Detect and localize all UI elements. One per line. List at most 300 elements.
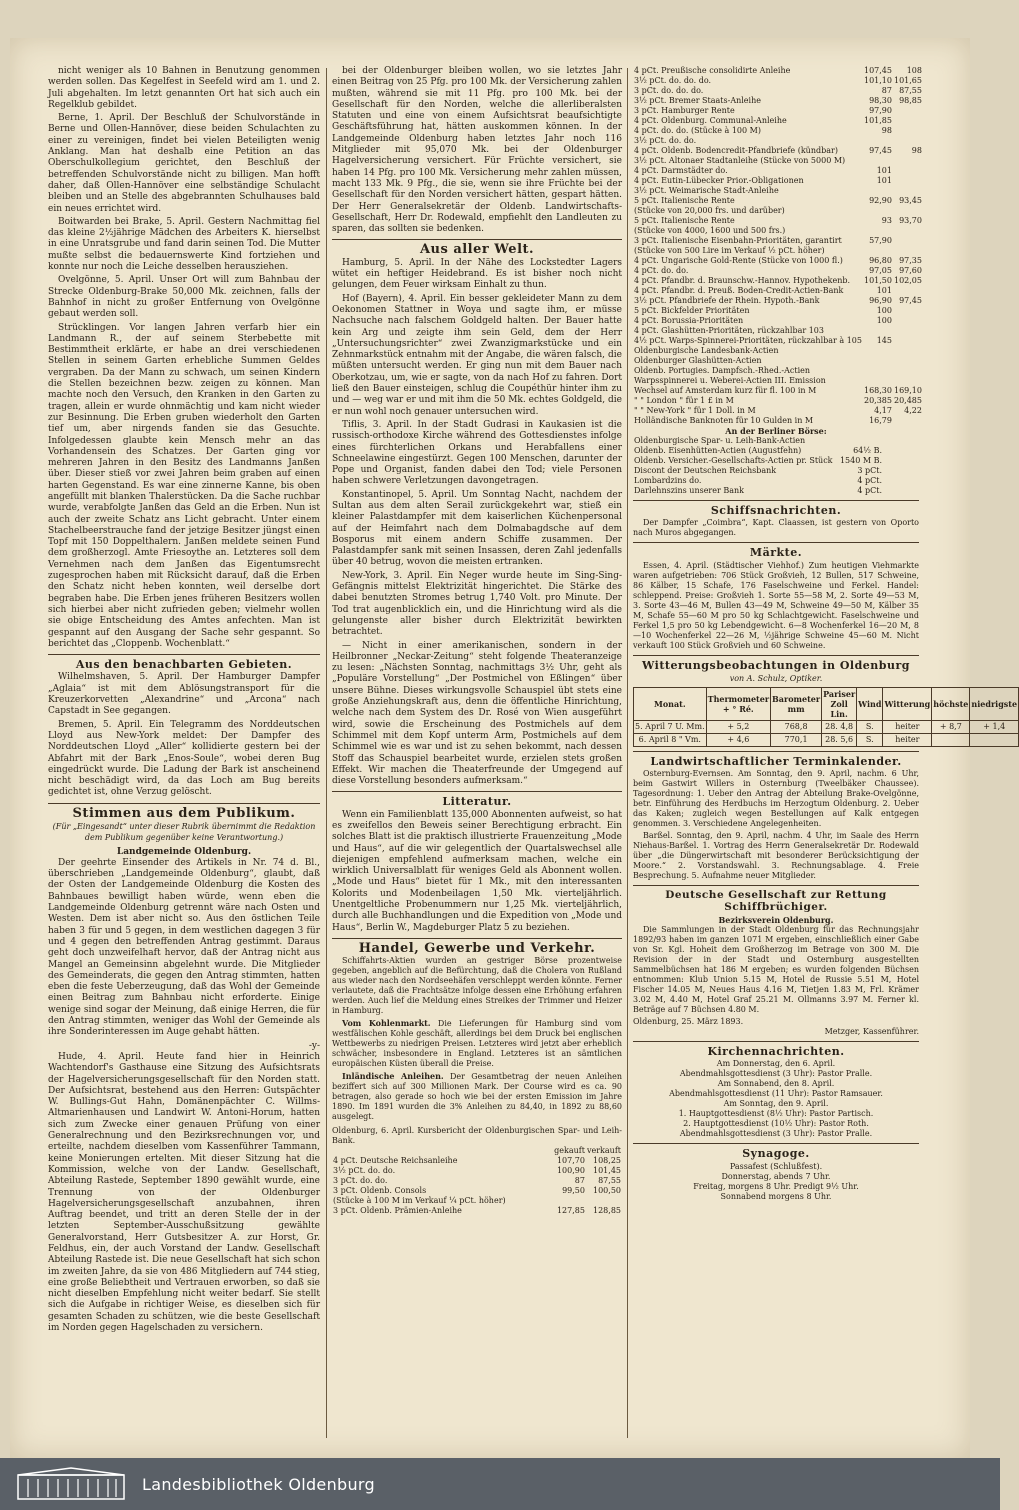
table-header: gekauft [554,1146,585,1156]
kursbericht-heading: Oldenburg, 6. April. Kursbericht der Oldenburgischen Spar- und Leih-Bank. [332,1126,622,1146]
table-row [633,156,923,166]
list-item: 2. Hauptgottesdienst (10½ Uhr): Pastor Roth. [683,1119,869,1129]
table-row [633,236,923,246]
table-cell: 128,85 [593,1206,621,1216]
table-cell: 101,50 [863,276,892,285]
table-cell [822,734,857,747]
table-cell [863,226,893,236]
table-row [332,1176,622,1186]
table-cell: 4 pCt. Pfandbr. d. Preuß. Boden-Credit-Actien-Bank [634,286,844,295]
table-cell [970,721,1019,734]
table-cell: Oldenburger Glashütten-Actien [634,356,762,365]
table-cell [863,246,893,256]
table-cell [706,734,770,747]
list-item: 1. Hauptgottesdienst (8½ Uhr): Pastor Partisch. [678,1109,874,1119]
kursbericht-table [332,1146,622,1216]
list-item: Sonnabend morgens 8 Uhr. [720,1191,832,1201]
table-row [633,306,923,316]
table-cell: 3½ pCt. Bremer Staats-Anleihe [634,96,761,105]
column-divider [326,68,327,1438]
table-row [633,286,923,296]
table-cell [883,486,919,496]
list-item: Donnerstag, abends 7 Uhr. [721,1171,831,1181]
table-cell [883,446,919,456]
table-cell: Oldenb. Versicher.-Gesellschafts-Actien pr. Stück [634,456,833,465]
paragraph [332,1018,622,1069]
table-row [633,486,919,496]
table-cell: 96,90 [869,296,892,305]
table-cell: 100,50 [593,1186,621,1196]
table-row [633,126,923,136]
table-row [633,176,923,186]
table-cell: 4 pCt. [857,476,882,485]
table-cell: 4 pCt. Eutin-Lübecker Prior.-Obligationen [634,176,804,185]
table-row [332,1206,622,1216]
table-header: Pariser Zoll Lin. [823,689,856,720]
table-cell [893,336,923,346]
cell-text: + 8,7 [939,722,962,732]
table-cell: 97,90 [869,106,892,115]
section-heading: Handel, Gewerbe und Verkehr. [358,940,596,956]
table-row [332,1196,622,1206]
cell-text: 6. April [638,735,669,745]
table-cell: 100 [876,306,892,315]
table-cell: 96,80 [869,256,892,265]
paragraph: Tiflis, 3. April. In der Stadt Gudrasi in Kaukasien ist die russisch-orthodoxe Kirche während des Gottesdienstes infolge eines fürchterlichen Orkans und Herabfallens einer Schneelawine eingestürzt. Gegen 100 Menschen, darunter der Pope und Organist, fanden dabei den Tod; viele Personen haben schwere Verletzungen davongetragen. [332,419,622,487]
table-row [633,416,923,426]
article-title: Vom Kohlenmarkt. [342,1018,431,1029]
paragraph: Boitwarden bei Brake, 5. April. Gestern Nachmittag fiel das kleine 2½jährige Mädchen des Arbeiters K. hierselbst in eine Unratsgrube und fand darin seinen Tod. Die Mutter mußte selbst die bedauernswerte Kind fortziehen und konnte nur noch die Leiche desselben herausziehen. [48,216,320,273]
section-subheading: Bezirksverein Oldenburg. [718,915,834,926]
table-cell: (Stücke von 4000, 1600 und 500 frs.) [634,226,786,235]
table-cell: 4,17 [874,406,892,415]
table-cell [893,226,923,236]
table-cell: 4 pCt. Glashütten-Prioritäten, rückzahlbar 103 [634,326,824,335]
cell-text: 5. April [635,722,666,732]
table-cell [893,356,923,366]
signature: -y- [308,1040,320,1051]
column-3 [633,66,1018,1446]
section-heading: Stimmen aus dem Publikum. [72,805,296,821]
table-cell: 4,22 [904,406,922,415]
table-cell: 3 pCt. Oldenb. Prämien-Anleihe [333,1206,462,1216]
library-name: Landesbibliothek Oldenburg [142,1474,375,1494]
table-cell: 108 [906,66,922,75]
paragraph: bei der Oldenburger bleiben wollen, wo sie letztes Jahr einen Beitrag von 25 Pfg. pro 100 Mk. der Versicherung zahlen mußten, während sie mit 11 Pfg. pro 100 Mk. bei der Gesellschaft für den Norden, welche die allerliberalsten Statuten und eine von einem Aufsichtsrat beaufsichtigte Geschäftsführung hat, hätten auskommen können. In der Landgemeinde Oldenburg haben letztes Jahr noch 116 Mitglieder mit 95,070 Mk. bei der Oldenburger Hagelversicherung versichert. Für Früchte versichert, sie haben 14 Pfg. pro 100 Mk. Versicherung mehr zahlen müssen, macht 133 Mk. 9 Pfg., die sie, wenn sie ihre Früchte bei der Gesellschaft für den Norden versichert hätten, gespart hätten. Der Herr Generalsekretär der Oldenb. Landwirtschafts-Gesellschaft, Herr Dr. Rodewald, empfiehlt den Landleuten zu sparen, das sollten sie bedenken. [332,66,622,235]
table-cell: 87,55 [899,86,922,95]
divider [633,542,919,543]
table-row [633,246,923,256]
table-row [633,266,923,276]
table-row [332,1186,622,1196]
table-cell: 101,65 [893,76,922,85]
paragraph [332,1071,622,1122]
table-cell [893,186,923,196]
divider [633,1143,919,1144]
table-row [332,1166,622,1176]
table-row [633,406,923,416]
divider [48,654,320,655]
cell-text: 770,1 [784,735,808,745]
table-cell: 3 pCt. [857,466,882,475]
table-cell: 98 [881,126,892,135]
table-cell [893,166,923,176]
table-cell [893,286,923,296]
table-cell: 98,85 [899,96,922,105]
table-header: Thermometer + ° Ré. [706,688,770,721]
cell-text: + 4,6 [727,735,750,745]
cell-text: 8 " Vm. [668,735,701,745]
table-cell: Lombardzins do. [634,476,702,485]
paragraph: Strücklingen. Vor langen Jahren verfarb hier ein Landmann R., der auf seinem Sterbebette mit Bestimmtheit erklärte, er habe an drei verschiedenen Stellen in seinem Garten erhebliche Summen Geldes vergraben. Da der Mann zu schwach, um seinen Kindern die Stellen bezeichnen bezw. zeigen zu können. Man machte noch den Versuch, den Kranken in den Garten zu tragen, allein er wurde ohnmächtig und kam nicht wieder zur Besinnung. Die Erben gruben wiederholt den Garten tief um, aber nirgends fanden sie das Gesuchte. Infolgedessen glaubte kein Mensch mehr an das Vorhandensein des Schatzes. Der Garten ging vor mehreren Jahren in den Besitz des Landmanns Janßen über. Dieser stieß vor zwei Jahren beim graben auf einen harten Gegenstand. Es war eine zinnerne Kanne, bis oben angefüllt mit blanken Thalerstücken. Da die Sache ruchbar wurde, verabfolgte Janßen das Geld an die Erben. Nun ist auch der zweite Schatz ans Licht gebracht. Unter einem Stachelbeerstrauche fand der jetzige Besitzer jüngst einen Topf mit 150 Doppelthalern. Janßen meldete seinen Fund dem großherzogl. Amte Friesoythe an. Letzteres soll dem Vernehmen nach dem Janßen das Eigentumsrecht zugesprochen haben mit Rücksicht darauf, daß die Erben den Schatz nicht heben konnten, weil derselbe dort begraben habe. Die Erben jenes früheren Besitzers wollen sich hierbei aber nicht zufrieden geben; vielmehr wollen sie obige Entscheidung des Amtes anfechten. Man ist gespannt auf den Ausgang der Sache sehr gespannt. So berichtet das „Cloppenb. Wochenblatt.“ [48,322,320,649]
table-cell: 3 pCt. do. do. do. [634,86,704,95]
divider [332,791,622,792]
table-cell: (Stücke von 20,000 frs. und darüber) [634,206,785,215]
table-cell: 87,55 [598,1176,621,1186]
section-heading: Deutsche Gesellschaft zur Rettung Schiffbrüchiger. [665,889,887,913]
table-cell [893,176,923,186]
table-cell [893,346,923,356]
table-cell: Oldenburgische Landesbank-Actien [634,346,779,355]
cell-text: 28. 4,8 [825,722,854,732]
table-cell: 3½ pCt. Altonaer Stadtanleihe (Stücke von 5000 M) [634,156,846,165]
table-cell [883,721,932,734]
table-row [633,166,923,176]
table-cell: Wechsel auf Amsterdam kurz für fl. 100 in M [634,386,817,395]
table-cell: 4 pCt. Preußische consolidirte Anleihe [634,66,791,75]
table-cell: Darlehnszins unserer Bank [634,486,745,495]
table-cell: 5 pCt. Bickfelder Prioritäten [634,306,750,315]
section-heading: Kirchennachrichten. [707,1045,845,1059]
table-cell [550,1196,586,1206]
berlin-table [633,436,919,496]
table-cell: 4 pCt. [857,486,882,495]
paragraph: Wenn ein Familienblatt 135,000 Abonnenten aufweist, so hat es zweifellos den Beweis seiner Berechtigung erbracht. Ein solches Blatt ist die praktisch illustrierte Frauenzeitung „Mode und Haus“, auf die wir gelegentlich der Quartalswechsel alle diejenigen empfehlend aufmerksam machen, welche ein wirklich Universalblatt für weniges Geld als Abonnent wollen. „Mode und Haus“ bietet für 1 Mk., mit den interessanten Kolorits und Modenbeilagen 1,50 Mk. vierteljährlich. Unentgeltliche Probenummern nur 1,25 Mk. vierteljährlich, durch alle Buchhandlungen und die Expedition von „Mode und Haus“, Berlin W., Magdeburger Platz 5 zu beziehen. [332,809,622,933]
table-cell: 3½ pCt. do. do. [634,136,697,145]
table-cell: 3½ pCt. Pfandbriefe der Rhein. Hypoth.-Bank [634,296,820,305]
section-heading: Synagoge. [742,1147,810,1161]
section-heading: Märkte. [749,546,803,560]
table-row [633,146,923,156]
paragraph: Hof (Bayern), 4. April. Ein besser gekleideter Mann zu dem Oekonomen Stattner in Woya und sagte ihm, er müsse Nachsuche nach falschem Goldgeld halten. Der Bauer hatte kein Arg und zeigte ihm sein Geld, dem der Herr „Untersuchungsrichter“ zwei Zwanzigmarkstücke und ein Zehnmarkstück entnahm mit der Angabe, die wären falsch, die müßten untersucht werden. Er ging nun mit dem Bauer nach Oberkotzau, um, wie er sagte, von da nach Hof zu fahren. Dort ließ den Bauer einsteigen, schlug die Coupéthür hinter ihm zu und — weg war er und mit ihm die 50 Mk. echtes Goldgeld, die er nun wohl noch genauer untersuchen wird. [332,293,622,417]
table-row [633,216,923,226]
section-heading: Aus aller Welt. [419,242,535,258]
paragraph: Hude, 4. April. Heute fand hier in Heinrich Wachtendorf's Gasthause eine Sitzung des Aufsichtsrats der Hagelversicherungsgesellschaft für den Norden statt. Der Aufsichtsrat, bestehend aus den Herren: Gutspächter W. Bullings-Gut Hahn, Domänenpächter C. Willms-Altmarienhausen und Landwirt W. Antoni-Horum, hatten sich zum Zwecke einer genauen Prüfung von einer Generalrechnung und den Bezirksrechnungen vor, und erteilte, nachdem dieselben vom Kassenführer Tammann, keine Monierungen ertelten. Mit dieser Sitzung hat die Kommission, welche von der Landw. Gesellschaft, Abteilung Rastede, September 1890 gewählt wurde, eine Trennung von der Oldenburger Hagelversicherungsgesellschaft anzubahnen, ihren Auftrag beendet, und tritt an deren Stelle der in der letzten September-Ausschußsitzung gewählte Generalvorstand, Herr Gutsbesitzer A. zur Horst, Gr. Feldhus, ein, der auch Vorstand der Landw. Gesellschaft Abteilung Rastede ist. Die neue Gesellschaft hat sich schon im zweiten Jahre, da sie von 486 Mitgliedern auf 744 stieg, eine große Beliebtheit und Vertrauen erworben, so daß sie nicht dieselben Empfehlung nicht weiter bedarf. Sie stellt sich die Aufgabe in richtiger Weise, es dieselben sich für gesamten Schaden zu schützen, wie die beste Gesellschaft im Norden gegen Hagelschaden zu versichern. [48,1051,320,1334]
table-cell: 4 pCt. Deutsche Reichsanleihe [333,1156,458,1166]
table-cell [893,366,923,376]
table-cell [863,186,893,196]
table-cell: 108,25 [593,1156,621,1166]
weather-table [633,687,1019,747]
table-cell: 97,35 [899,256,922,265]
table-cell [893,156,923,166]
table-cell: Oldenb. Portugies. Dampfsch.-Rhed.-Actien [634,366,811,375]
list-item: Abendmahlsgottesdienst (11 Uhr): Pastor Ramsauer. [669,1089,883,1099]
divider [332,938,622,939]
table-row [633,316,923,326]
table-cell: (Stücke von 500 Lire im Verkauf ½ pCt. höher) [634,246,825,255]
table-cell [893,236,923,246]
paragraph-text: Der Gesamtbetrag der neuen Anleihen beziffert sich auf 300 Millionen Mark. Der Course wird es ca. 90 betragen, also gerade so hoch wie bei der ersten Emission im Jahre 1890. Im 1891 wurden die 3% Anleihen zu 84,40, in 1892 zu 88,60 ausgelegt. [332,1072,623,1122]
table-cell: 98,30 [869,96,892,105]
table-cell: 168,30 [863,386,892,395]
column-1 [48,66,320,1446]
divider [633,751,919,752]
table-row [633,376,923,386]
table-row [633,356,923,366]
library-footer [0,1458,1000,1510]
table-row [633,66,923,76]
table-cell: Oldenb. Eisenhütten-Actien (Augustfehn) [634,446,802,455]
table-row [633,96,923,106]
table-cell: 100,90 [556,1166,585,1176]
table-cell [893,106,923,116]
table-row [633,276,923,286]
table-cell [634,721,707,734]
paragraph: Berne, 1. April. Der Beschluß der Schulvorstände in Berne und Ollen-Hannöver, diese beiden Schulachten zu einer zu vereinigen, findet bei vielen Beteiligten wenig Anklang. Man hat deshalb eine Petition an das Oberschulkollegium gerichtet, den Beschluß der betreffenden Schulvorstände nicht zu billigen. Man hofft daher, daß Ollen-Hannöver eine selbständige Schulacht bleiben und an Stelle des abgebrannten Schulhauses bald ein neues errichtet wird. [48,113,320,214]
table-cell: 100 [876,316,892,325]
table-cell: 101,10 [863,76,892,85]
paragraph: Wilhelmshaven, 5. April. Der Hamburger Dampfer „Aglaia“ ist mit dem Ablösungstransport für die Kreuzerkorvetten „Alexandrine“ und „Arcona“ nach Capstadt in See gegangen. [48,672,320,717]
table-cell: 3½ pCt. Weimarische Stadt-Anleihe [634,186,779,195]
table-cell: 4 pCt. Ungarische Gold-Rente (Stücke von 1000 fl.) [634,256,843,265]
table-cell: 5 pCt. Italienische Rente [634,216,735,225]
table-row [633,336,923,346]
table-cell [893,206,923,216]
cell-text: 768,8 [784,722,808,732]
table-cell [893,306,923,316]
list-item: Am Sonnabend, den 8. April. [717,1079,835,1089]
table-cell: 92,90 [869,196,892,205]
table-row [633,186,923,196]
table-cell: 64½ B. [853,446,882,455]
table-cell [863,326,893,336]
table-cell: 169,10 [893,386,922,395]
table-row [633,136,923,146]
table-cell: (Stücke à 100 M im Verkauf ¼ pCt. höher) [333,1196,506,1206]
table-cell: 101 [876,166,892,175]
table-cell: 107,45 [863,66,892,75]
cell-text: 7 U. Mm. [665,722,705,732]
column-divider [627,68,628,1438]
table-cell: 16,79 [869,416,892,425]
cell-text: S. [865,722,874,732]
table-row [633,366,923,376]
paragraph: — Nicht in einer amerikanischen, sondern in der Heilbronner „Neckar-Zeitung“ steht folgende Theateranzeige zu lesen: „Nächsten Sonntag, nachmittags 3½ Uhr, geht als „Populäre Vorstellung“ „Der Postmichel von Eßlingen“ über unsere Bühne. Dieses wirkungsvolle Schauspiel übt stets eine große Anziehungskraft aus, denn die öffentliche Hinrichtung, welche nach dem System des Dr. Rosé von Wien ausgeführt wird, sowie die Erscheinung des Postmichels auf dem Schimmel mit dem Kopf unterm Arm, Postmichels auf dem Schimmel wie es war und ist zu sehen bekommt, nach dessen Stoff das Schauspiel bearbeitet wurde, erzielen stets großen Effekt. Wir machen die Theaterfreunde der Umgegend auf diese Vorstellung besonders aufmerksam.“ [332,640,622,787]
table-cell: 101,85 [863,116,892,125]
divider [633,1041,919,1042]
table-row [633,446,919,456]
synagogue-list [633,1162,919,1202]
paragraph: Konstantinopel, 5. April. Um Sonntag Nacht, nachdem der Sultan aus dem alten Serail zurückgekehrt war, stieß ein kleiner Palastdampfer mit dem kaiserlichen Küchenpersonal auf der Heimfahrt nach dem Dolmabagdsche auf dem Bosporus mit einem andern Schiffe zusammen. Der Palastdampfer sank mit seinen Insassen, deren Zahl jedenfalls über 40 betrug, wovon die meisten ertranken. [332,489,622,568]
church-list [633,1059,919,1139]
table-cell [771,721,822,734]
table-cell: " " London " für 1 £ in M [634,396,734,405]
table-cell: 4 pCt. Darmstädter do. [634,166,728,175]
table-cell [863,206,893,216]
table-cell: 3½ pCt. do. do. [333,1166,396,1176]
table-cell [893,316,923,326]
paragraph: Der Dampfer „Coimbra“, Kapt. Claassen, ist gestern von Oporto nach Muros abgegangen. [633,518,919,538]
table-cell: 4 pCt. Borussia-Prioritäten [634,316,744,325]
table-cell: 127,85 [556,1206,585,1216]
table-row [633,436,919,446]
table-cell [822,721,857,734]
list-item: Abendmahlsgottesdienst (3 Uhr): Pastor Pralle. [679,1129,873,1139]
table-cell [883,466,919,476]
table-cell: Discont der Deutschen Reichsbank [634,466,777,475]
table-cell: 93,70 [899,216,922,225]
table-cell [634,734,707,747]
table-cell [883,476,919,486]
table-cell: 57,90 [869,236,892,245]
list-item: Passafest (Schlußfest). [729,1161,823,1171]
table-header: Witterung [883,688,932,721]
table-cell: 1540 M B. [839,456,882,465]
table-cell: 97,45 [869,146,892,155]
berlin-note: An der Berliner Börse: [725,426,827,436]
table-cell: 3 pCt. do. do. [333,1176,388,1186]
table-cell [893,326,923,336]
signature: Metzger, Kassenführer. [824,1027,919,1037]
library-building-logo-icon [16,1467,126,1501]
table-cell: 97,60 [899,266,922,275]
table-cell [893,376,923,386]
table-cell: 101,45 [593,1166,621,1176]
paragraph: Die Sammlungen in der Stadt Oldenburg für das Rechnungsjahr 1892/93 haben im ganzen 1071 M ergeben, einschließlich einer Gabe von Sr. Kgl. Hoheit dem Großherzog im Betrage von 300 M. Die Revision der in der Stadt und Osternburg ausgestellten Sammelbüchsen hat 186 M ergeben; es wurden folgenden Büchsen entnommen: Klub Union 5.15 M, Hotel de Russie 5.51 M, Hotel Fischer 14.05 M, Neues Haus 4.16 M, Tietjen 1.83 M, Frl. Krämer 3.02 M, 4.40 M, Hotel Graf 25.21 M. Ollmanns 3.97 M. Ferner kl. Beträge auf 7 Büchsen 4.80 M. [633,925,919,1015]
table-row [633,396,923,406]
table-cell [883,734,932,747]
table-row [634,734,1019,747]
section-heading: Aus den benachbarten Gebieten. [75,658,293,672]
table-row [633,466,919,476]
table-header: Barometer mm [771,688,822,721]
table-cell: Holländische Banknoten für 10 Gulden in M [634,416,814,425]
table-row [633,106,923,116]
table-cell: 97,05 [869,266,892,275]
list-item: Abendmahlsgottesdienst (3 Uhr): Pastor Pralle. [679,1069,873,1079]
article-title: Inländische Anleihen. [342,1071,444,1082]
article-title: Landgemeinde Oldenburg. [116,846,252,857]
table-cell: 4 pCt. Oldenb. Bodencredit-Pfandbriefe (kündbar) [634,146,838,155]
table-cell: 93 [881,216,892,225]
cell-text: heiter [895,722,920,732]
table-row [633,476,919,486]
table-row [633,256,923,266]
table-cell: 101 [876,176,892,185]
table-cell [970,734,1019,747]
table-cell [863,356,893,366]
table-cell: 4 pCt. do. do. [634,266,689,275]
table-cell: 107,70 [556,1156,585,1166]
cell-text: heiter [895,735,920,745]
paragraph-text: Die Lieferungen für Hamburg sind vom westfälischen Kohle geschäft, allerdings bei dem Druck bei englischen Wettbewerbs zu niedrigen Preisen. Letzteres wird jetzt aber erheblich schwächer, insbesondere in England. Letzteres ist an sämtlichen europäischen Küsten überall die Preise. [332,1019,622,1069]
table-cell: 99,50 [562,1186,585,1196]
table-cell: 93,45 [899,196,922,205]
paragraph: Ovelgönne, 5. April. Unser Ort will zum Bahnbau der Strecke Oldenburg-Brake 50,000 Mk. zeichnen, falls der Bahnhof in nicht zu großer Entfernung von Ovelgönne gebaut werden soll. [48,275,320,320]
cell-text: + 5,2 [727,722,750,732]
paragraph: Hamburg, 5. April. In der Nähe des Lockstedter Lagers wütet ein heftiger Heidebrand. Es ist bisher noch nicht gelungen, dem Feuer wirksam Einhalt zu thun. [332,257,622,291]
table-cell [863,366,893,376]
cell-text: + 1,4 [983,722,1006,732]
stock-table [633,66,923,426]
table-row [634,721,1019,734]
divider [48,803,320,804]
section-heading: Landwirtschaftlicher Terminkalender. [650,755,902,769]
table-header: Monat. [634,688,707,721]
table-cell: 102,05 [893,276,922,285]
table-cell [586,1196,622,1206]
cell-text: S. [865,735,874,745]
table-cell: 3 pCt. Hamburger Rente [634,106,735,115]
newspaper-page [10,38,1018,1458]
section-heading: Schiffsnachrichten. [710,504,842,517]
table-cell: " " New-York " für 1 Doll. in M [634,406,756,415]
table-header: Wind [857,688,883,721]
table-cell: 4 pCt. do. do. (Stücke à 100 M) [634,126,761,135]
table-cell: Warpsspinnerei u. Weberei-Actien III. Emission [634,376,826,385]
table-cell: 101 [876,286,892,295]
table-cell: 87 [881,86,892,95]
divider [633,500,919,501]
table-row [633,196,923,206]
table-cell [893,246,923,256]
divider [633,885,919,886]
table-row [633,346,923,356]
table-row [633,456,919,466]
table-row [633,76,923,86]
table-cell [863,136,893,146]
table-header: verkauft [586,1146,621,1156]
section-note: von A. Schulz, Optiker. [729,673,823,683]
table-cell: 20,385 [863,396,892,405]
table-row [633,326,923,336]
divider [332,239,622,240]
table-cell [706,721,770,734]
paragraph: Osternburg-Evernsen. Am Sonntag, den 9. April, nachm. 6 Uhr, beim Gastwirt Willers in Osternburg (Tweelbäker Chaussee). Tagesordnung: 1. Ueber den Antrag der Abteilung Brake-Ovelgönne, betr. Einführung des Herdbuchs im Herzogtum Oldenburg. 2. Ueber das Kaken; zugleich wegen Bestellungen auf Kalk entgegen genommen. 3. Verschiedene Angelegenheiten. [633,769,919,829]
table-cell [863,376,893,386]
table-cell [932,721,970,734]
paragraph: Barßel. Sonntag, den 9. April, nachm. 4 Uhr, im Saale des Herrn Niehaus-Barßel. 1. Vortrag des Herrn Generalsekretär Dr. Rodewald über „die Düngerwirtschaft mit besonderer Berücksichtigung der Moore.“ 2. Vorstandswahl. 3. Rechnungsablage. 4. Freie Besprechung. 5. Aufnahme neuer Mitglieder. [633,831,919,881]
list-item: Am Donnerstag, den 6. April. [716,1059,836,1069]
list-item: Am Sonntag, den 9. April. [723,1099,829,1109]
table-cell: 3½ pCt. do. do. do. [634,76,712,85]
paragraph: Schiffahrts-Aktien wurden an gestriger Börse prozentweise gegeben, angeblich auf die Befürchtung, daß die Cholera von Rußland aus wieder nach den Nordseehäfen verschleppt werden könnte. Ferner verlautete, daß die Frachtsätze infolge dessen eine Erhöhung erfahren werden. Auch lief die Meldung eines Streikes der Trimmer und Heizer in Hamburg. [332,956,622,1016]
paragraph: Der geehrte Einsender des Artikels in Nr. 74 d. Bl., überschrieben „Landgemeinde Oldenburg“, glaubt, daß der Osten der Landgemeinde Oldenburg die Kosten des Bahnbaues bewilligt haben würde, wenn eben die Landgemeinde Oldenburg getrennt wäre nach Osten und Westen. Dem ist aber nicht so. Aus den östlichen Teile haben 3 für und 5 gegen, in dem westlichen dagegen 3 für und 4 gegen den betreffenden Antrag gestimmt. Daraus geht doch unzweifelhaft hervor, daß der Antrag nicht aus Mangel an Gemeinsinn abgelehnt wurde. Die Mitglieder des Gemeinderats, die gegen den Antrag stimmten, hatten eben die feste Ueberzeugung, daß das Wohl der Gemeinde einen Beitrag zum Bahnbau nicht erforderte. Einige wenige sind sogar der Meinung, daß einige Herren, die für den Antrag stimmten, weniger das Wohl der Gemeinde als ihre Sonderinteressen im Auge gehabt hätten. [48,857,320,1038]
table-row [633,296,923,306]
table-row [633,116,923,126]
table-cell: 5 pCt. Italienische Rente [634,196,735,205]
dateline: Oldenburg, 25. März 1893. [633,1017,744,1027]
section-heading: Witterungsbeobachtungen in Oldenburg [642,658,910,672]
table-header: niedrigste [970,688,1019,721]
table-cell: 20,485 [893,396,922,405]
table-cell [893,116,923,126]
table-row [633,206,923,216]
table-cell [932,734,970,747]
table-header [332,1146,550,1156]
table-cell [771,734,822,747]
paragraph: Bremen, 5. April. Ein Telegramm des Norddeutschen Lloyd aus New-York meldet: Der Dampfer des Norddeutschen Lloyd „Aller“ kollidierte gestern bei der Abfahrt mit der Bark „Enos-Soule“, wobei deren Bug eingedrückt wurde. Die Ladung der Bark ist anscheinend nicht beschädigt wird, da das Loch am Bug bereits gedichtet ist, ohne Verzug gelöscht. [48,719,320,798]
table-cell [863,156,893,166]
table-cell [883,456,919,466]
paragraph: New-York, 3. April. Ein Neger wurde heute im Sing-Sing-Gefängnis mittelst Elektrizität hingerichtet. Die Stärke des dabei benutzten Stromes betrug 1,740 Volt. pro Minute. Der Tod trat augenblicklich ein, und die Hinrichtung wird als die gelungenste aller bisher durch Elektrizität bewirkten betrachtet. [332,570,622,638]
divider [633,655,919,656]
table-cell [863,346,893,356]
table-header: höchste [932,688,970,721]
cell-text: 28. 5,6 [825,735,854,745]
section-note: (Für „Eingesandt“ unter dieser Rubrik übernimmt die Redaktion dem Publikum gegenüber keine Verantwortung.) [52,822,316,843]
